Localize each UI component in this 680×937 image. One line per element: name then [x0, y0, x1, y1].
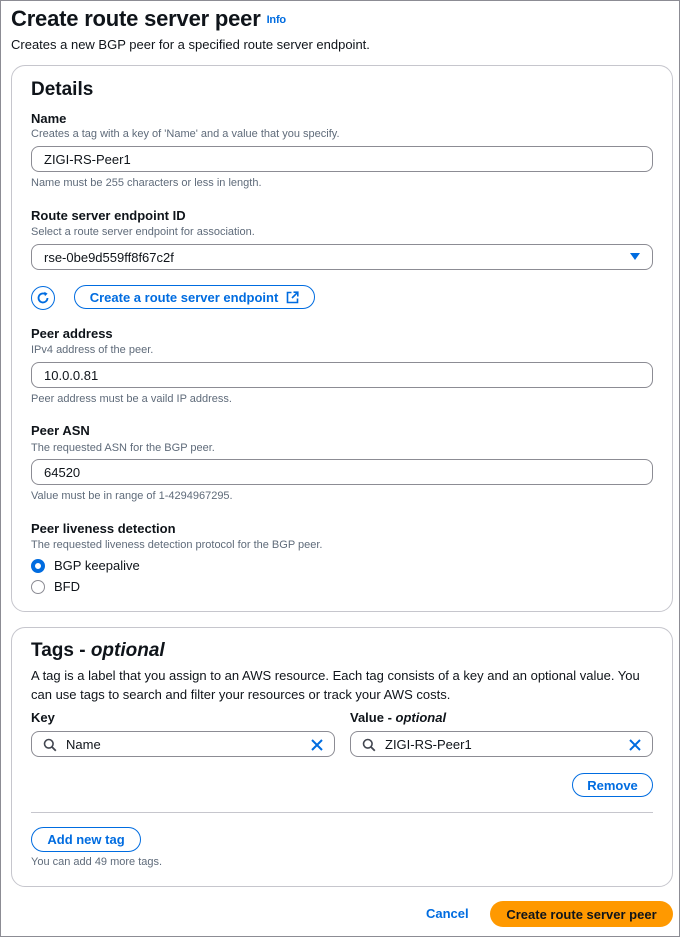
- tags-description: A tag is a label that you assign to an AWS resource. Each tag consists of a key and an optional value. You can use tags to search and filter your resources or track your AWS costs.: [31, 668, 640, 702]
- caret-down-icon: [630, 253, 640, 260]
- name-input-value: ZIGI-RS-Peer1: [44, 152, 131, 167]
- peer-address-value: 10.0.0.81: [44, 368, 99, 383]
- search-icon: [362, 738, 376, 752]
- radio-bgp-keepalive-label: BGP keepalive: [54, 558, 140, 573]
- name-input[interactable]: [31, 146, 653, 172]
- peer-address-input[interactable]: [31, 362, 653, 388]
- tags-title: [31, 640, 165, 662]
- clear-icon[interactable]: [310, 738, 324, 752]
- details-panel: [11, 65, 673, 612]
- cancel-button[interactable]: Cancel: [426, 906, 469, 921]
- tag-key-label: Key: [31, 710, 55, 725]
- tags-title-main: Tags -: [31, 640, 91, 661]
- create-endpoint-label: Create a route server endpoint: [89, 289, 279, 305]
- tag-key-input[interactable]: [31, 731, 335, 757]
- peer-address-description: IPv4 address of the peer.: [31, 344, 154, 356]
- tags-panel: [11, 627, 673, 887]
- name-hint: Name must be 255 characters or less in length.: [31, 177, 262, 189]
- endpoint-description: Select a route server endpoint for association.: [31, 226, 255, 238]
- endpoint-select[interactable]: [31, 244, 653, 270]
- tag-value-label: [350, 710, 446, 725]
- peer-asn-label: Peer ASN: [31, 423, 90, 438]
- radio-bgp-keepalive[interactable]: [31, 558, 140, 573]
- page-title: [11, 6, 286, 32]
- external-link-icon: [286, 291, 299, 304]
- peer-address-hint: Peer address must be a vaild IP address.: [31, 393, 232, 405]
- endpoint-label: Route server endpoint ID: [31, 208, 186, 223]
- name-label: Name: [31, 111, 67, 126]
- search-icon: [43, 738, 57, 752]
- refresh-button[interactable]: [31, 286, 55, 310]
- create-endpoint-button[interactable]: [74, 285, 315, 309]
- details-title: Details: [31, 79, 94, 100]
- tags-remaining-hint: You can add 49 more tags.: [31, 856, 163, 868]
- tags-divider: [31, 812, 653, 813]
- peer-asn-hint: Value must be in range of 1-4294967295.: [31, 490, 233, 502]
- tag-value-label-main: Value -: [350, 710, 396, 725]
- peer-asn-description: The requested ASN for the BGP peer.: [31, 442, 215, 454]
- liveness-description: The requested liveness detection protocol for the BGP peer.: [31, 539, 323, 551]
- clear-icon[interactable]: [628, 738, 642, 752]
- add-new-tag-button[interactable]: [31, 827, 141, 852]
- remove-tag-label: Remove: [587, 777, 638, 793]
- add-new-tag-label: Add new tag: [47, 832, 125, 847]
- peer-address-label: Peer address: [31, 326, 113, 341]
- tag-value-label-optional: optional: [395, 710, 447, 725]
- radio-unchecked-icon[interactable]: [31, 580, 45, 594]
- tag-value-value: ZIGI-RS-Peer1: [385, 737, 472, 752]
- peer-asn-value: 64520: [44, 465, 81, 480]
- refresh-icon: [36, 291, 50, 305]
- page-description: Creates a new BGP peer for a specified route server endpoint.: [11, 37, 370, 52]
- radio-bfd[interactable]: [31, 579, 80, 594]
- remove-tag-button[interactable]: [572, 773, 653, 797]
- peer-asn-input[interactable]: [31, 459, 653, 485]
- page-title-text: Create route server peer: [11, 6, 261, 31]
- tag-value-input[interactable]: [350, 731, 653, 757]
- radio-checked-icon[interactable]: [31, 559, 45, 573]
- create-route-server-peer-button[interactable]: [490, 901, 673, 927]
- name-description: Creates a tag with a key of 'Name' and a value that you specify.: [31, 128, 340, 140]
- endpoint-select-value: rse-0be9d559ff8f67c2f: [44, 250, 174, 265]
- create-route-server-peer-label: Create route server peer: [506, 906, 657, 922]
- liveness-label: Peer liveness detection: [31, 521, 176, 536]
- tags-title-optional: optional: [90, 640, 165, 661]
- radio-bfd-label: BFD: [54, 579, 80, 594]
- tag-key-value: Name: [66, 737, 101, 752]
- info-link[interactable]: Info: [266, 14, 286, 26]
